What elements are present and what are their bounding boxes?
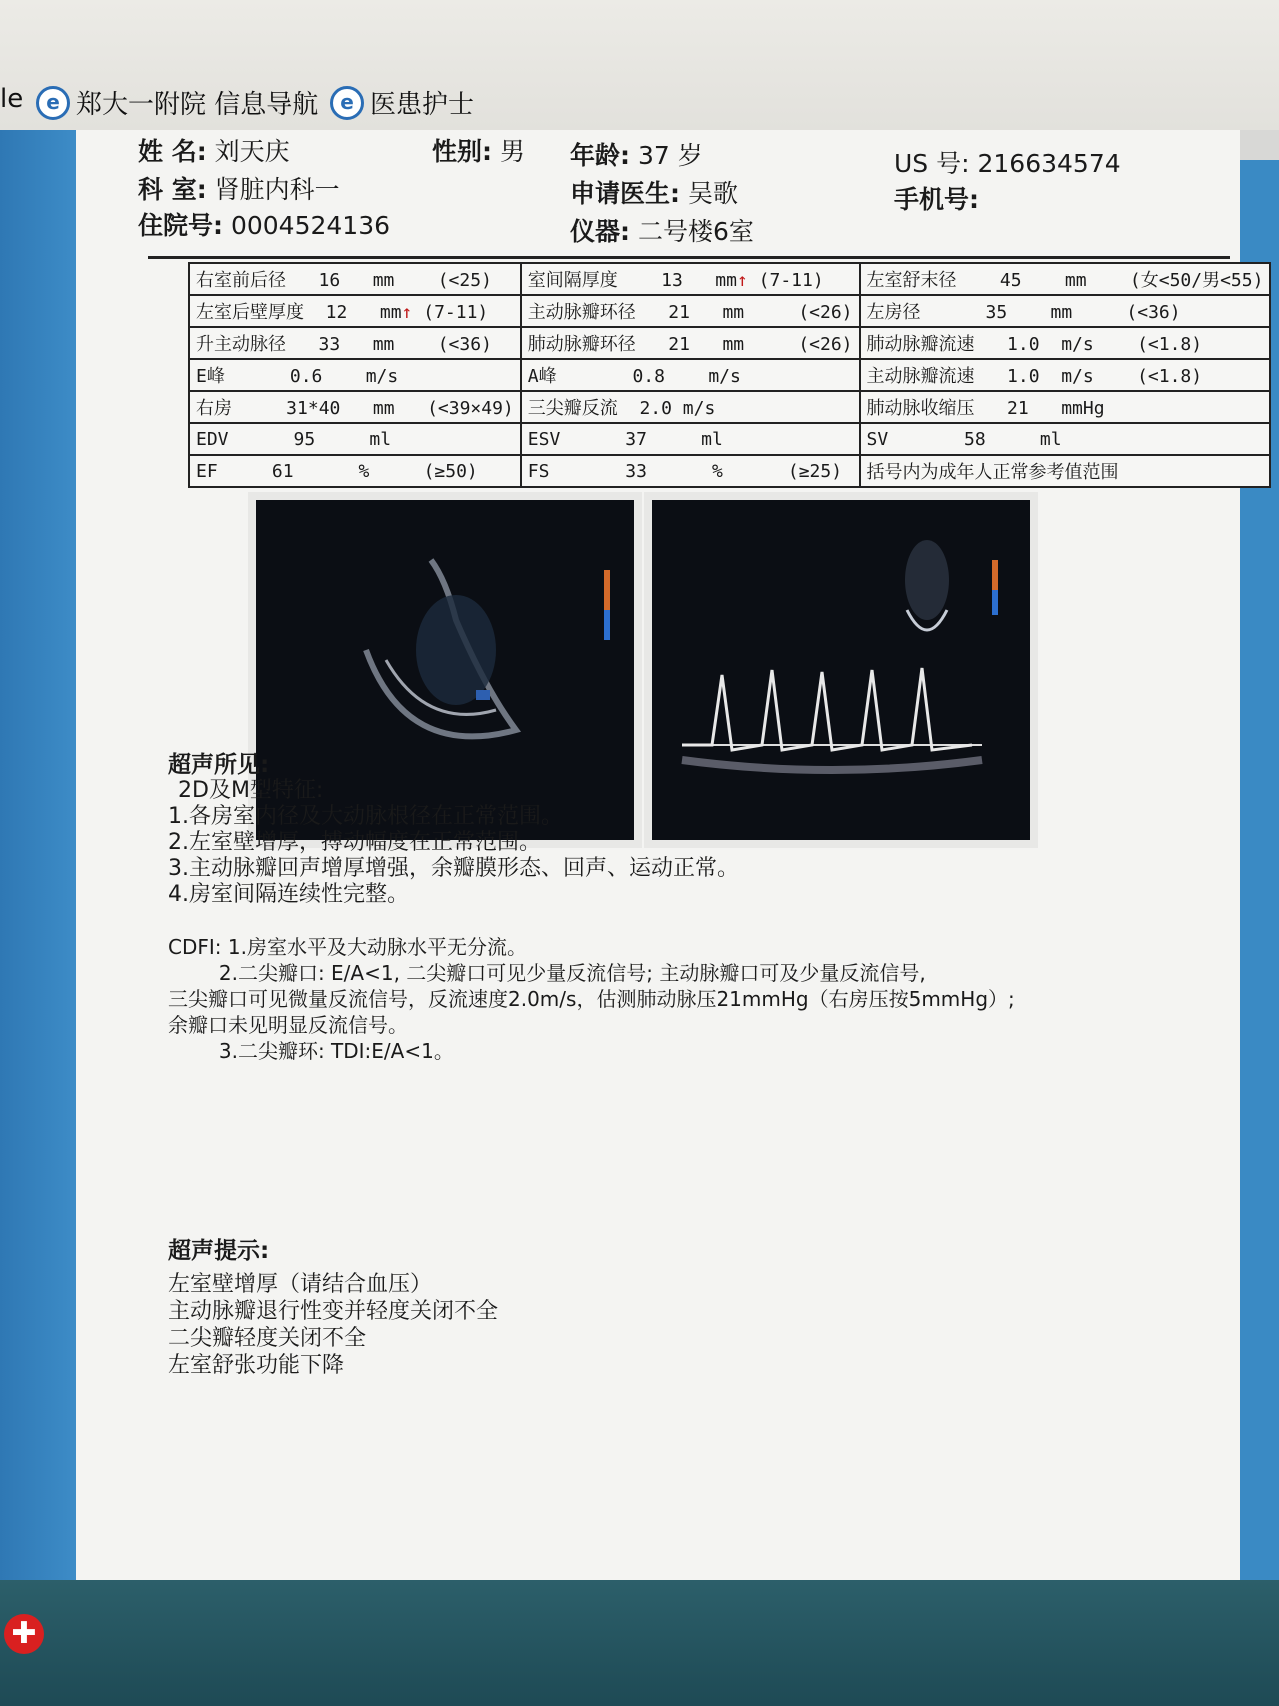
link-label: 郑大一附院 信息导航	[76, 90, 319, 120]
findings-line: 1.各房室内径及大动脉根径在正常范围。	[168, 804, 563, 829]
findings-line: CDFI: 1.房室水平及大动脉水平无分流。	[168, 935, 527, 959]
us-number: 216634574	[977, 149, 1121, 178]
start-icon[interactable]: ✚	[4, 1614, 44, 1654]
table-cell: 左室后壁厚度 12 mm↑ (7-11)	[189, 295, 521, 327]
table-cell: FS 33 % (≥25)	[521, 455, 860, 487]
patient-name: 刘天庆	[214, 137, 290, 166]
patient-name-row	[138, 132, 290, 168]
table-cell: EF 61 % (≥50)	[189, 455, 521, 487]
abnormal-up-arrow-icon: ↑	[401, 302, 413, 323]
table-cell: ESV 37 ml	[521, 423, 860, 455]
age-label: 年龄:	[570, 141, 630, 170]
table-cell: 右室前后径 16 mm (<25)	[189, 263, 521, 295]
findings-line: 余瓣口未见明显反流信号。	[168, 1013, 408, 1037]
sex-label: 性别:	[432, 137, 492, 166]
table-cell: 左室舒末径 45 mm (女<50/男<55)	[860, 263, 1271, 295]
findings-line: 3.主动脉瓣回声增厚增强，余瓣膜形态、回声、运动正常。	[168, 856, 739, 881]
inpatient-row	[138, 206, 390, 242]
link-staff[interactable]	[330, 84, 474, 121]
age-row	[570, 136, 703, 172]
conclusion-line: 左室舒张功能下降	[168, 1353, 345, 1378]
conclusion-line: 主动脉瓣退行性变并轻度关闭不全	[168, 1299, 499, 1324]
link-partial[interactable]	[0, 84, 23, 114]
sex-row	[432, 132, 525, 168]
dept-label: 科 室:	[138, 175, 207, 204]
findings-line: 4.房室间隔连续性完整。	[168, 882, 409, 907]
table-cell: E峰 0.6 m/s	[189, 359, 521, 391]
taskbar	[0, 1580, 1279, 1706]
table-cell: A峰 0.8 m/s	[521, 359, 860, 391]
phone-row	[894, 180, 979, 216]
findings-line: 2.左室壁增厚，搏动幅度在正常范围。	[168, 830, 541, 855]
table-row	[189, 391, 1270, 423]
findings-line	[168, 908, 1015, 934]
patient-sex: 男	[499, 137, 525, 166]
table-cell: 肺动脉收缩压 21 mmHg	[860, 391, 1271, 423]
ie-icon: e	[36, 86, 70, 120]
findings-line: 三尖瓣口可见微量反流信号，反流速度2.0m/s，估测肺动脉压21mmHg（右房压按5mmHg）;	[168, 987, 1015, 1011]
link-hospital-nav[interactable]	[36, 84, 318, 121]
table-cell: 主动脉瓣流速 1.0 m/s (<1.8)	[860, 359, 1271, 391]
table-cell: 三尖瓣反流 2.0 m/s	[521, 391, 860, 423]
phone-label: 手机号:	[894, 185, 979, 214]
ie-icon: e	[330, 86, 364, 120]
table-cell: 右房 31*40 mm (<39×49)	[189, 391, 521, 423]
name-label: 姓 名:	[138, 137, 207, 166]
findings-line: 2.二尖瓣口: E/A<1, 二尖瓣口可见少量反流信号; 主动脉瓣口可及少量反流信号,	[168, 961, 926, 985]
table-row	[189, 327, 1270, 359]
report-page	[76, 130, 1264, 1580]
table-cell: 主动脉瓣环径 21 mm (<26)	[521, 295, 860, 327]
dept: 肾脏内科一	[214, 175, 340, 204]
conclusion-line: 左室壁增厚（请结合血压）	[168, 1272, 433, 1297]
table-cell: 括号内为成年人正常参考值范围	[860, 455, 1271, 487]
findings-line: 2D及M型特征:	[178, 778, 324, 803]
device: 二号楼6室	[637, 217, 754, 246]
findings-title: 超声所见:	[168, 752, 270, 778]
dept-row	[138, 170, 340, 206]
table-row	[189, 359, 1270, 391]
us-label: US 号:	[894, 149, 970, 178]
left-frame	[0, 130, 76, 1580]
table-cell: 左房径 35 mm (<36)	[860, 295, 1271, 327]
header-rule	[148, 256, 1230, 259]
table-cell: 室间隔厚度 13 mm↑ (7-11)	[521, 263, 860, 295]
table-cell: SV 58 ml	[860, 423, 1271, 455]
table-cell: 升主动脉径 33 mm (<36)	[189, 327, 521, 359]
link-label: 医患护士	[370, 90, 475, 120]
abnormal-up-arrow-icon: ↑	[736, 270, 748, 291]
device-row	[570, 212, 754, 248]
conclusion-section	[168, 1238, 498, 1379]
us-no-row	[894, 144, 1121, 180]
inpatient-number: 0004524136	[230, 211, 391, 240]
table-cell: EDV 95 ml	[189, 423, 521, 455]
table-row	[189, 455, 1270, 487]
conclusion-title: 超声提示:	[168, 1238, 270, 1264]
inpatient-label: 住院号:	[138, 211, 223, 240]
table-row	[189, 295, 1270, 327]
doctor-label: 申请医生:	[570, 179, 680, 208]
conclusion-line: 二尖瓣轻度关闭不全	[168, 1326, 367, 1351]
doctor-row	[570, 174, 738, 210]
device-label: 仪器:	[570, 217, 630, 246]
patient-age: 37 岁	[637, 141, 703, 170]
table-cell: 肺动脉瓣环径 21 mm (<26)	[521, 327, 860, 359]
links-bar	[0, 0, 1279, 130]
table-cell: 肺动脉瓣流速 1.0 m/s (<1.8)	[860, 327, 1271, 359]
measurement-table	[188, 262, 1271, 488]
table-row	[189, 423, 1270, 455]
doctor: 吴歌	[687, 179, 738, 208]
findings-line: 3.二尖瓣环: TDI:E/A<1。	[168, 1039, 454, 1063]
link-label: le	[0, 84, 24, 114]
table-row	[189, 263, 1270, 295]
findings-section	[168, 752, 1015, 1064]
